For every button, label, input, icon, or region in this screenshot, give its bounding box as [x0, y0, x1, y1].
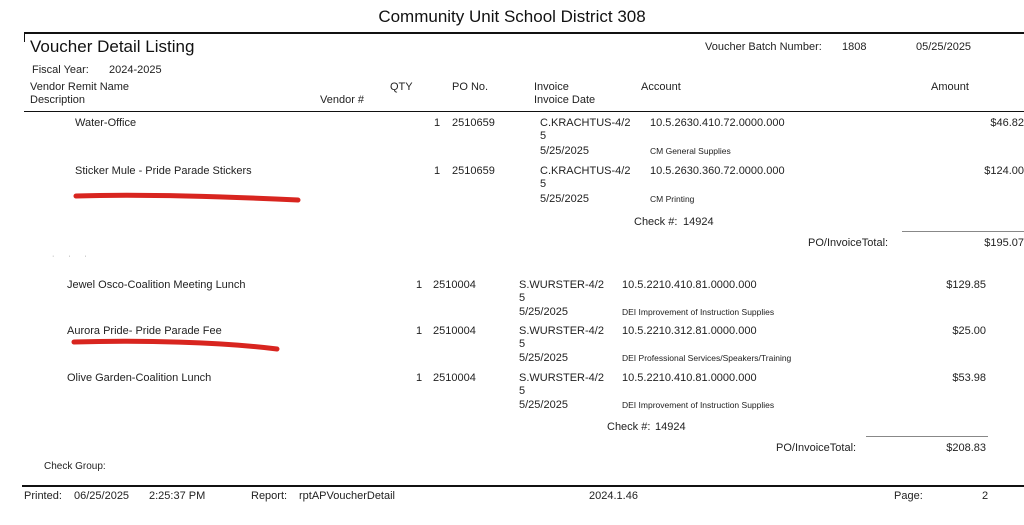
- printed-label: Printed:: [24, 490, 62, 502]
- line-amount: $53.98: [952, 372, 986, 384]
- line-description: Sticker Mule - Pride Parade Stickers: [75, 165, 252, 177]
- line-description: Olive Garden-Coalition Lunch: [67, 372, 212, 384]
- line-invoice-cont: 5: [540, 130, 547, 142]
- district-name: Community Unit School District 308: [378, 7, 646, 26]
- line-invoice-date: 5/25/2025: [540, 145, 589, 157]
- line-qty: 1: [434, 117, 441, 129]
- line-account-desc: CM General Supplies: [650, 146, 731, 156]
- line-account: 10.5.2210.410.81.0000.000: [622, 279, 757, 291]
- line-qty: 1: [416, 279, 423, 291]
- line-invoice: C.KRACHTUS-4/2: [540, 117, 631, 129]
- fiscal-year-value: 2024-2025: [109, 64, 162, 76]
- line-description: Jewel Osco-Coalition Meeting Lunch: [67, 279, 246, 291]
- line-invoice: S.WURSTER-4/2: [519, 325, 604, 337]
- batch-label: Voucher Batch Number:: [705, 41, 822, 53]
- line-invoice-date: 5/25/2025: [519, 306, 568, 318]
- line-po: 2510659: [452, 117, 495, 129]
- faint-cutoff-text: · · ·: [52, 253, 93, 260]
- line-account-desc: DEI Improvement of Instruction Supplies: [622, 307, 775, 317]
- line-account-desc: CM Printing: [650, 194, 695, 204]
- page-number: 2: [982, 490, 989, 502]
- header-rule-tick: [24, 32, 25, 42]
- col-invoice: Invoice: [534, 81, 569, 93]
- printed-date: 06/25/2025: [74, 490, 130, 502]
- report-title: Voucher Detail Listing: [30, 37, 195, 56]
- line-po: 2510004: [433, 279, 476, 291]
- check-group-label: Check Group:: [44, 461, 106, 472]
- line-po: 2510004: [433, 372, 476, 384]
- col-account: Account: [641, 81, 681, 93]
- batch-date: 05/25/2025: [916, 41, 972, 53]
- line-invoice-cont: 5: [519, 292, 526, 304]
- header-rule: [24, 32, 1024, 34]
- report-label: Report:: [251, 490, 288, 502]
- line-account: 10.5.2210.410.81.0000.000: [622, 372, 757, 384]
- check-number: 14924: [683, 216, 714, 228]
- line-invoice-date: 5/25/2025: [519, 352, 568, 364]
- line-invoice-cont: 5: [519, 385, 526, 397]
- line-invoice: C.KRACHTUS-4/2: [540, 165, 631, 177]
- footer-rule: [22, 485, 1024, 487]
- check-label: Check #:: [607, 421, 651, 433]
- line-po: 2510004: [433, 325, 476, 337]
- check-label: Check #:: [634, 216, 678, 228]
- line-account: 10.5.2630.410.72.0000.000: [650, 117, 785, 129]
- red-underline-mark: [70, 337, 284, 355]
- col-vendor-no: Vendor #: [320, 94, 365, 106]
- line-invoice-cont: 5: [519, 338, 526, 350]
- total-label: PO/InvoiceTotal:: [808, 237, 889, 249]
- line-account-desc: DEI Improvement of Instruction Supplies: [622, 400, 775, 410]
- col-qty: QTY: [390, 81, 413, 93]
- line-amount: $25.00: [952, 325, 986, 337]
- col-vendor-remit: Vendor Remit Name: [30, 81, 130, 93]
- line-account-desc: DEI Professional Services/Speakers/Training: [622, 353, 792, 363]
- line-po: 2510659: [452, 165, 495, 177]
- col-invoice-date: Invoice Date: [534, 94, 596, 106]
- red-underline-mark: [72, 190, 304, 206]
- column-header-rule: [24, 111, 1024, 112]
- total-amount: $208.83: [946, 442, 986, 454]
- printed-time: 2:25:37 PM: [149, 490, 206, 502]
- line-qty: 1: [416, 372, 423, 384]
- line-invoice: S.WURSTER-4/2: [519, 372, 604, 384]
- col-amount: Amount: [931, 81, 969, 93]
- line-qty: 1: [434, 165, 441, 177]
- check-number: 14924: [655, 421, 686, 433]
- line-invoice-date: 5/25/2025: [540, 193, 589, 205]
- page-label: Page:: [894, 490, 923, 502]
- total-rule: [866, 436, 988, 437]
- batch-number: 1808: [842, 41, 867, 53]
- line-qty: 1: [416, 325, 423, 337]
- line-description: Water-Office: [75, 117, 137, 129]
- line-invoice-cont: 5: [540, 178, 547, 190]
- report-name: rptAPVoucherDetail: [299, 490, 395, 502]
- line-account: 10.5.2630.360.72.0000.000: [650, 165, 785, 177]
- line-amount: $124.00: [984, 165, 1024, 177]
- total-rule: [902, 231, 1024, 232]
- fiscal-year-label: Fiscal Year:: [32, 64, 89, 76]
- line-account: 10.5.2210.312.81.0000.000: [622, 325, 757, 337]
- line-description: Aurora Pride- Pride Parade Fee: [67, 325, 222, 337]
- col-description: Description: [30, 94, 86, 106]
- line-amount: $129.85: [946, 279, 986, 291]
- col-po-no: PO No.: [452, 81, 489, 93]
- total-label: PO/InvoiceTotal:: [776, 442, 857, 454]
- line-invoice: S.WURSTER-4/2: [519, 279, 604, 291]
- total-amount: $195.07: [984, 237, 1024, 249]
- line-invoice-date: 5/25/2025: [519, 399, 568, 411]
- report-version: 2024.1.46: [589, 490, 638, 502]
- line-amount: $46.82: [990, 117, 1024, 129]
